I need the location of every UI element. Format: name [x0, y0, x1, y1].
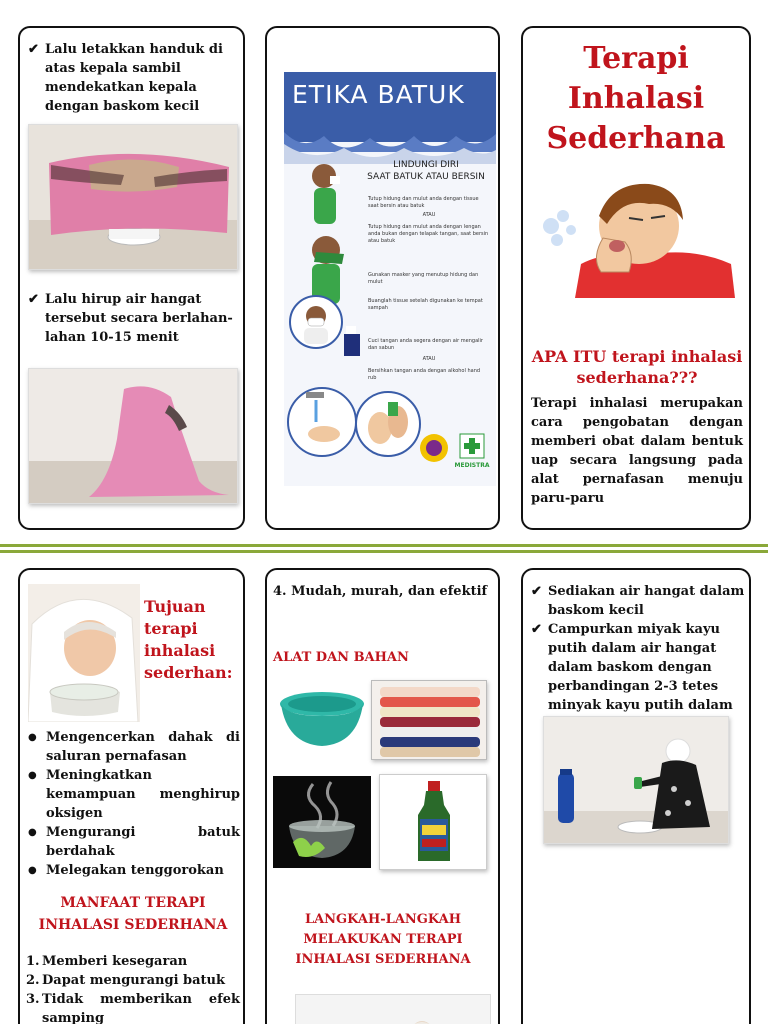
poster-tip: Gunakan masker yang menutup hidung dan mulut: [368, 272, 479, 285]
panel-cover: [521, 26, 751, 530]
cover-title-line-1: Terapi: [583, 41, 689, 76]
photo-steps-partial: [295, 994, 491, 1024]
poster-tip: ATAU: [422, 212, 436, 218]
steps-heading: LANGKAH-LANGKAH MELAKUKAN TERAPI INHALASI SEDERHANA: [295, 912, 471, 967]
person-mask-illustration: [290, 296, 342, 348]
handwash-illustration: [288, 388, 420, 456]
photo-hot-water-cup: [273, 776, 371, 868]
section-divider-top: [0, 544, 768, 547]
list-item: 1. Memberi kesegaran: [26, 954, 188, 969]
check-icon: ✔: [531, 622, 542, 637]
check-icon: ✔: [28, 292, 39, 307]
list-item: ● Mengencerkan dahak di saluran pernafasan: [26, 728, 240, 766]
tools-heading: ALAT DAN BAHAN: [273, 650, 409, 665]
poster-logo-text: MEDISTRA: [454, 462, 490, 469]
person-elbow-illustration: [312, 236, 344, 304]
photo-eucalyptus-oil-bottle: [379, 774, 487, 870]
poster-tip: ATAU: [422, 356, 436, 362]
cover-title-line-2: Inhalasi: [567, 81, 705, 116]
coughing-boy-illustration: [531, 168, 743, 298]
panel-steps: [521, 568, 751, 1024]
poster-tip: Bersihkan tangan anda dengan alkohol hand rub: [368, 368, 481, 381]
definition-text: Terapi inhalasi merupakan cara pengobatan dengan memberi obat dalam bentuk uap secara langsung pada alat pernafasan menuju paru-paru: [531, 396, 743, 506]
poster-tip: Tutup hidung dan mulut anda dengan lengan anda bukan dengan telapak tangan, saat bersin atau batuk: [368, 224, 489, 244]
poster-subtitle-2: SAAT BATUK ATAU BERSIN: [367, 172, 485, 182]
photo-woman-preparing-water: [543, 716, 729, 844]
check-icon: ✔: [28, 42, 39, 57]
benefit-item-4: 4. Mudah, murah, dan efektif: [273, 584, 488, 599]
panel-goals-benefits: [18, 568, 245, 1024]
person-tissue-illustration: [312, 164, 340, 224]
poster-tip: Buanglah tissue setelah digunakan ke tempat sampah: [368, 298, 483, 311]
photo-inhaling-under-towel: [28, 368, 238, 504]
trash-bin-illustration: [344, 326, 360, 356]
cough-etiquette-poster: [284, 72, 496, 486]
poster-tip: Cuci tangan anda segera dengan air mengalir dan sabun: [368, 338, 483, 351]
photo-woman-steam-inhalation: [28, 584, 140, 722]
step-prepare-warm-water: ✔ Sediakan air hangat dalam baskom kecil: [531, 584, 745, 618]
benefits-list: [26, 952, 240, 1024]
panel-cough-etiquette: [265, 26, 500, 530]
list-item: 2. Dapat mengurangi batuk: [26, 973, 226, 988]
step-towel-over-head: ✔ Lalu letakkan handuk di atas kepala sambil mendekatkan kepala dengan baskom kecil: [28, 42, 223, 114]
panel-steps-continued: [18, 26, 245, 530]
panel-tools-materials: [265, 568, 500, 1024]
section-divider-bottom: [0, 550, 768, 553]
goals-heading: Tujuan terapi inhalasi sederhan:: [144, 597, 233, 682]
cover-title-line-3: Sederhana: [546, 121, 726, 156]
list-item: 3. Tidak memberikan efek samping: [26, 992, 240, 1024]
poster-title: ETIKA BATUK: [292, 80, 465, 109]
what-is-heading: APA ITU terapi inhalasi sederhana???: [531, 347, 743, 387]
photo-basin: [273, 682, 371, 758]
list-item: ● Mengurangi batuk berdahak: [26, 823, 240, 861]
step-inhale-steam: ✔ Lalu hirup air hangat tersebut secara berlahan-lahan 10-15 menit: [28, 292, 233, 345]
logo-illustration: [420, 434, 484, 462]
goals-list: [26, 728, 240, 880]
list-item: ● Melegakan tenggorokan: [26, 861, 240, 880]
photo-towels: [371, 680, 487, 760]
check-icon: ✔: [531, 584, 542, 599]
list-item: ● Meningkatkan kemampuan menghirup oksigen: [26, 766, 240, 823]
benefits-heading: MANFAAT TERAPI INHALASI SEDERHANA: [38, 895, 228, 933]
photo-towel-over-basin: [28, 124, 238, 270]
poster-subtitle-1: LINDUNGI DIRI: [393, 160, 459, 170]
step-mix-eucalyptus-oil: ✔ Campurkan miyak kayu putih dalam air hangat dalam baskom dengan perbandingan 2-3 tetes minyak kayu putih dalam: [531, 622, 733, 713]
poster-tip: Tutup hidung dan mulut anda dengan tissue saat bersin atau batuk: [368, 196, 479, 209]
